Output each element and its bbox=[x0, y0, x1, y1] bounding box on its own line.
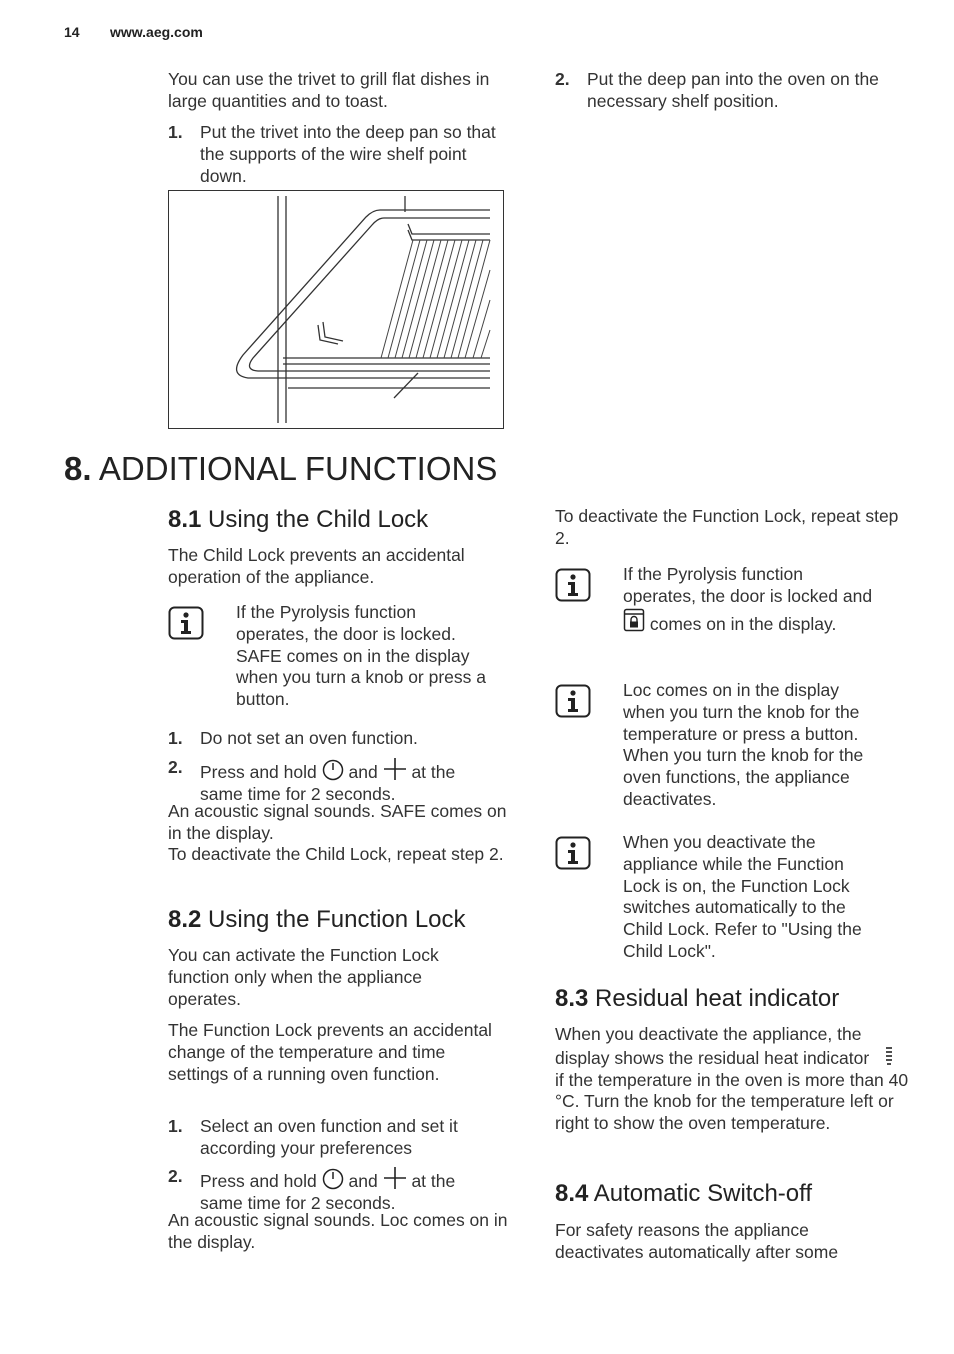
step-text: and bbox=[348, 762, 378, 782]
clock-icon bbox=[322, 1168, 344, 1190]
section-8-3-heading bbox=[555, 984, 839, 1014]
step-text: Press and hold bbox=[200, 1171, 317, 1191]
function-lock-step-2 bbox=[168, 1166, 488, 1215]
info-icon bbox=[555, 832, 623, 963]
chapter-title bbox=[64, 449, 497, 489]
trivet-intro: You can use the trivet to grill flat dishes in large quantities and to toast. bbox=[168, 69, 490, 111]
info-icon bbox=[168, 602, 236, 711]
child-lock-note bbox=[168, 602, 498, 711]
note-text: Loc comes on in the display when you turn the knob for the temperature or press a button. When you turn the knob for the oven functions, the appliance deactivates. bbox=[623, 680, 864, 809]
chapter-title-text: ADDITIONAL FUNCTIONS bbox=[98, 450, 498, 487]
child-lock-intro: The Child Lock prevents an accidental operation of the appliance. bbox=[168, 545, 465, 587]
child-lock-step-1 bbox=[168, 728, 518, 750]
step-number: 1. bbox=[168, 122, 183, 142]
auto-switch-off-text: For safety reasons the appliance deactivates automatically after some bbox=[555, 1220, 839, 1262]
step-text: Select an oven function and set it according your preferences bbox=[200, 1116, 458, 1158]
child-lock-deactivate: To deactivate the Child Lock, repeat step 2. bbox=[168, 844, 504, 864]
section-title: Using the Child Lock bbox=[208, 506, 429, 533]
child-lock-after: An acoustic signal sounds. SAFE comes on in the display. bbox=[168, 801, 507, 843]
section-title: Residual heat indicator bbox=[595, 985, 840, 1012]
section-8-1-heading bbox=[168, 505, 428, 535]
function-lock-p2: The Function Lock prevents an accidental change of the temperature and time settings of a running oven function. bbox=[168, 1020, 492, 1084]
section-number: 8.1 bbox=[168, 506, 202, 533]
function-lock-deactivate: To deactivate the Function Lock, repeat step 2. bbox=[555, 506, 899, 548]
trivet-step-2 bbox=[555, 69, 895, 113]
step-text: Put the deep pan into the oven on the necessary shelf position. bbox=[587, 69, 879, 111]
info-icon bbox=[555, 564, 623, 635]
trivet-step-1 bbox=[168, 122, 508, 187]
function-lock-after: An acoustic signal sounds. Loc comes on in the display. bbox=[168, 1210, 508, 1252]
step-text: at the same time for 2 seconds. bbox=[200, 1171, 456, 1213]
function-lock-note-1 bbox=[555, 564, 890, 635]
section-title: Using the Function Lock bbox=[208, 906, 466, 933]
step-text: Put the trivet into the deep pan so that the supports of the wire shelf point down. bbox=[200, 122, 496, 186]
function-lock-note-2 bbox=[555, 680, 890, 811]
note-text: If the Pyrolysis function operates, the door is locked. SAFE comes on in the display when you turn a knob or press a button. bbox=[236, 602, 487, 710]
function-lock-note-3 bbox=[555, 832, 890, 963]
step-text: Do not set an oven function. bbox=[200, 728, 418, 748]
step-number: 2. bbox=[168, 757, 183, 777]
step-number: 1. bbox=[168, 728, 183, 748]
residual-heat-text: When you deactivate the appliance, the display shows the residual heat indicator if the temperature in the oven is more than 40 °C. Turn the knob for the temperature left or right to show the oven temperature. bbox=[555, 1024, 909, 1134]
section-number: 8.4 bbox=[555, 1180, 589, 1207]
trivet-illustration bbox=[168, 190, 504, 429]
plus-icon bbox=[383, 757, 407, 781]
residual-heat-icon bbox=[880, 1046, 898, 1066]
note-text: If the Pyrolysis function operates, the door is locked and comes on in the display. bbox=[623, 564, 873, 634]
section-number: 8.2 bbox=[168, 906, 202, 933]
step-text: at the same time for 2 seconds. bbox=[200, 762, 456, 804]
note-text: When you deactivate the appliance while the Function Lock is on, the Function Lock switches automatically to the Child Lock. Refer to "Using the Child Lock". bbox=[623, 832, 862, 961]
section-number: 8.3 bbox=[555, 985, 589, 1012]
page-number: 14 bbox=[64, 24, 80, 40]
section-title: Automatic Switch-off bbox=[593, 1180, 813, 1207]
step-number: 2. bbox=[555, 69, 570, 89]
step-number: 1. bbox=[168, 1116, 183, 1136]
child-lock-step-2 bbox=[168, 757, 488, 806]
site-url: www.aeg.com bbox=[110, 24, 203, 40]
step-number: 2. bbox=[168, 1166, 183, 1186]
clock-icon bbox=[322, 759, 344, 781]
function-lock-p1: You can activate the Function Lock function only when the appliance operates. bbox=[168, 945, 439, 1009]
lock-icon bbox=[623, 608, 645, 632]
chapter-number: 8. bbox=[64, 450, 92, 487]
plus-icon bbox=[383, 1166, 407, 1190]
section-8-4-heading bbox=[555, 1179, 812, 1209]
info-icon bbox=[555, 680, 623, 811]
step-text: Press and hold bbox=[200, 762, 317, 782]
step-text: and bbox=[348, 1171, 378, 1191]
function-lock-step-1 bbox=[168, 1116, 508, 1160]
section-8-2-heading bbox=[168, 905, 466, 935]
